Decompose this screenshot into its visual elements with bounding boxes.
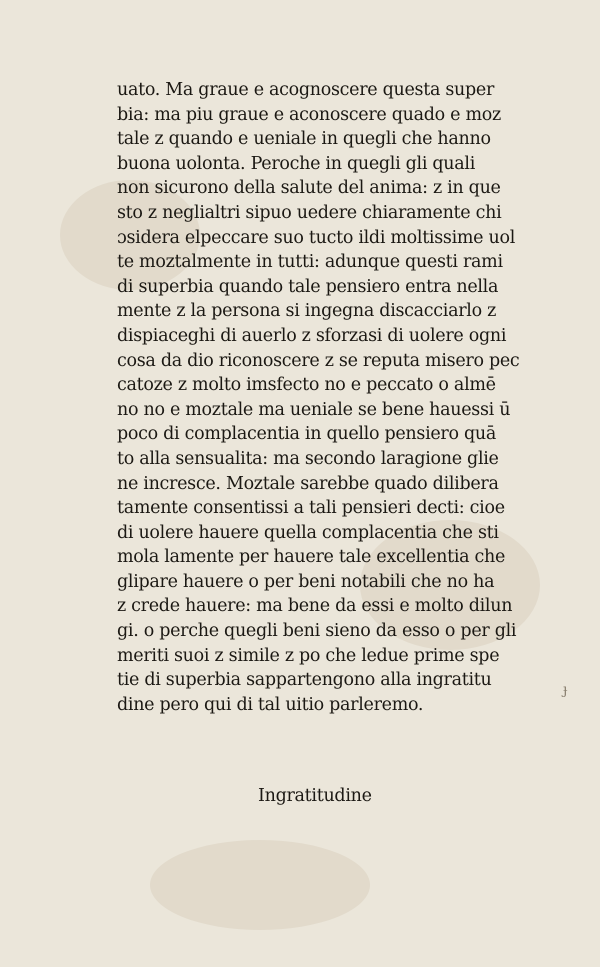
text-line: tale z quando e ueniale in quegli che hanno bbox=[117, 129, 491, 150]
text-line: te moztalmente in tutti: adunque questi rami bbox=[117, 252, 503, 273]
text-line: glipare hauere o per beni notabili che no ha bbox=[117, 571, 495, 592]
text-line: dispiaceghi di auerlo z sforzasi di uolere ogni bbox=[117, 325, 507, 346]
text-line: mola lamente per hauere tale excellentia che bbox=[117, 547, 506, 568]
text-line: meriti suoi z simile z po che ledue prime spe bbox=[117, 645, 500, 666]
text-line: z crede hauere: ma bene da essi e molto dilun bbox=[117, 596, 513, 617]
text-line: ne incresce. Moztale sarebbe quado dilibera bbox=[117, 473, 499, 494]
text-line: gi. o perche quegli beni sieno da esso o per gli bbox=[117, 621, 517, 642]
margin-annotation: ɟ bbox=[563, 682, 568, 698]
text-line: dine pero qui di tal uitio parleremo. bbox=[117, 694, 424, 715]
text-line: tie di superbia sappartengono alla ingratitu bbox=[117, 670, 492, 691]
text-line: cosa da dio riconoscere z se reputa misero pec bbox=[117, 350, 520, 371]
paper-stain bbox=[150, 840, 370, 930]
text-line: tamente consentissi a tali pensieri decti: cioe bbox=[117, 498, 505, 519]
text-line: sto z neglialtri sipuo uedere chiaramente chi bbox=[117, 202, 502, 223]
text-line: di superbia quando tale pensiero entra nella bbox=[117, 276, 499, 297]
text-column bbox=[117, 78, 547, 717]
text-line: catoze z molto imsfecto no e peccato o almē bbox=[117, 375, 496, 396]
text-line: no no e moztale ma ueniale se bene hauessi ū bbox=[117, 399, 511, 420]
text-line: to alla sensualita: ma secondo laragione glie bbox=[117, 448, 499, 469]
text-line: uato. Ma graue e acognoscere questa super bbox=[117, 80, 495, 100]
text-line: mente z la persona si ingegna discacciarlo z bbox=[117, 301, 497, 322]
text-line: poco di complacentia in quello pensiero quā bbox=[117, 424, 497, 445]
text-line: buona uolonta. Peroche in quegli gli quali bbox=[117, 153, 475, 174]
text-line: di uolere hauere quella complacentia che sti bbox=[117, 522, 499, 543]
text-line: ɔsidera elpeccare suo tucto ildi moltissime uol bbox=[117, 227, 516, 248]
section-heading: Ingratitudine bbox=[258, 786, 372, 806]
text-line: bia: ma piu graue e aconoscere quado e moz bbox=[117, 104, 501, 125]
text-line: non sicurono della salute del anima: z in que bbox=[117, 178, 501, 199]
